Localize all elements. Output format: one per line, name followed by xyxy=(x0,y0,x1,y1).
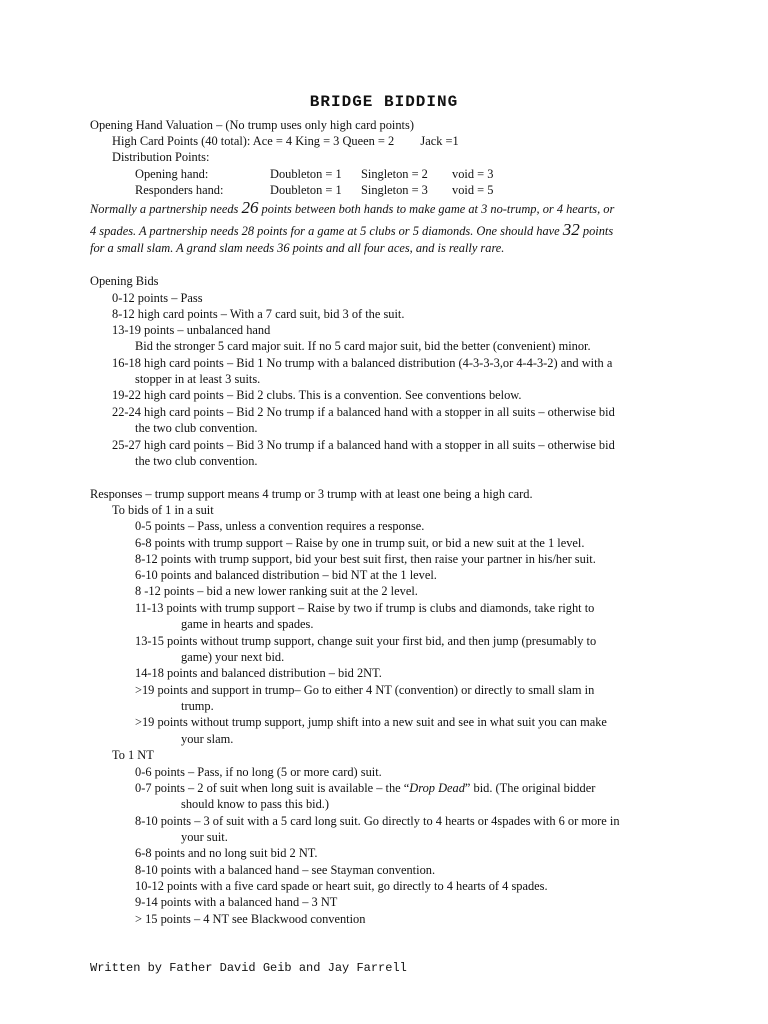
suit-response-line: 8-12 points with trump support, bid your best suit first, then raise your partner in his/her suit. xyxy=(135,552,596,566)
opening-hand-label: Opening hand: xyxy=(135,167,209,181)
note-text: 4 spades. A partnership needs 28 points for a game at 5 clubs or 5 diamonds. One should have xyxy=(90,224,563,238)
opening-bids-heading: Opening Bids xyxy=(90,274,159,288)
opening-singleton: Singleton = 2 xyxy=(361,167,428,181)
nt-response-line: > 15 points – 4 NT see Blackwood convention xyxy=(135,912,366,926)
opening-bid-line: 8-12 high card points – With a 7 card suit, bid 3 of the suit. xyxy=(112,307,405,321)
note-number-32: 32 xyxy=(562,220,580,239)
nt-response-line: 6-8 points and no long suit bid 2 NT. xyxy=(135,846,318,860)
suit-response-line: 13-15 points without trump support, change suit your first bid, and then jump (presumably to xyxy=(135,634,597,648)
suit-response-line: game) your next bid. xyxy=(181,650,285,664)
note-line-2 xyxy=(90,222,613,239)
opening-bid-line: 16-18 high card points – Bid 1 No trump with a balanced distribution (4-3-3-3,or 4-4-3-2) and with a xyxy=(112,356,613,370)
suit-response-line: >19 points without trump support, jump shift into a new suit and see in what suit you can make xyxy=(135,715,607,729)
nt-text: ” bid. (The original bidder xyxy=(464,781,596,795)
opening-bid-line: 22-24 high card points – Bid 2 No trump if a balanced hand with a stopper in all suits – otherwise bid xyxy=(112,405,615,419)
nt-response-line: your suit. xyxy=(181,830,228,844)
note-text: points between both hands to make game at 3 no-trump, or 4 hearts, or xyxy=(258,202,615,216)
responders-singleton: Singleton = 3 xyxy=(361,183,428,197)
responders-void: void = 5 xyxy=(452,183,494,197)
suit-response-line: trump. xyxy=(181,699,214,713)
responses-heading: Responses – trump support means 4 trump or 3 trump with at least one being a high card. xyxy=(90,487,533,501)
distribution-label: Distribution Points: xyxy=(112,150,210,164)
valuation-heading: Opening Hand Valuation – (No trump uses only high card points) xyxy=(90,118,414,132)
footer-credit: Written by Father David Geib and Jay Farrell xyxy=(90,961,407,975)
suit-bids-heading: To bids of 1 in a suit xyxy=(112,503,214,517)
drop-dead-term: Drop Dead xyxy=(409,781,465,795)
nt-response-line: 0-6 points – Pass, if no long (5 or more card) suit. xyxy=(135,765,382,779)
note-text: Normally a partnership needs xyxy=(90,202,242,216)
opening-bid-line: 13-19 points – unbalanced hand xyxy=(112,323,271,337)
one-nt-heading: To 1 NT xyxy=(112,748,154,762)
nt-text: 0-7 points – 2 of suit when long suit is available – the “ xyxy=(135,781,410,795)
nt-response-line: 10-12 points with a five card spade or heart suit, go directly to 4 hearts of 4 spades. xyxy=(135,879,548,893)
opening-bid-line: Bid the stronger 5 card major suit. If no 5 card major suit, bid the better (convenient) minor. xyxy=(135,339,591,353)
responders-hand-label: Responders hand: xyxy=(135,183,224,197)
note-number-26: 26 xyxy=(241,198,259,217)
responders-doubleton: Doubleton = 1 xyxy=(270,183,342,197)
suit-response-line: 14-18 points and balanced distribution – bid 2NT. xyxy=(135,666,382,680)
note-line-1 xyxy=(90,200,614,217)
opening-bid-line: 25-27 high card points – Bid 3 No trump if a balanced hand with a stopper in all suits – otherwise bid xyxy=(112,438,615,452)
nt-response-line: 8-10 points – 3 of suit with a 5 card long suit. Go directly to 4 hearts or 4spades with 6 or more in xyxy=(135,814,620,828)
opening-bid-line: 19-22 high card points – Bid 2 clubs. This is a convention. See conventions below. xyxy=(112,388,522,402)
suit-response-line: 0-5 points – Pass, unless a convention requires a response. xyxy=(135,519,425,533)
opening-bid-line: the two club convention. xyxy=(135,421,258,435)
suit-response-line: 6-8 points with trump support – Raise by one in trump suit, or bid a new suit at the 1 level. xyxy=(135,536,585,550)
hcp-values: Ace = 4 King = 3 Queen = 2 xyxy=(252,134,395,148)
nt-response-line: 9-14 points with a balanced hand – 3 NT xyxy=(135,895,338,909)
nt-response-line: 8-10 points with a balanced hand – see Stayman convention. xyxy=(135,863,436,877)
suit-response-line: 8 -12 points – bid a new lower ranking suit at the 2 level. xyxy=(135,584,418,598)
hcp-label: High Card Points (40 total): xyxy=(112,134,251,148)
hcp-jack: Jack =1 xyxy=(420,134,459,148)
suit-response-line: game in hearts and spades. xyxy=(181,617,314,631)
opening-doubleton: Doubleton = 1 xyxy=(270,167,342,181)
opening-bid-line: 0-12 points – Pass xyxy=(112,291,203,305)
suit-response-line: >19 points and support in trump– Go to either 4 NT (convention) or directly to small slam in xyxy=(135,683,595,697)
note-text: points xyxy=(579,224,614,238)
hcp-line xyxy=(112,133,459,149)
opening-bid-line: stopper in at least 3 suits. xyxy=(135,372,261,386)
page-title: BRIDGE BIDDING xyxy=(309,93,459,111)
nt-response-line: should know to pass this bid.) xyxy=(181,797,330,811)
suit-response-line: 11-13 points with trump support – Raise by two if trump is clubs and diamonds, take right to xyxy=(135,601,595,615)
suit-response-line: 6-10 points and balanced distribution – bid NT at the 1 level. xyxy=(135,568,437,582)
note-line-3: for a small slam. A grand slam needs 36 points and all four aces, and is really rare. xyxy=(90,241,505,255)
opening-void: void = 3 xyxy=(452,167,494,181)
nt-response-line xyxy=(135,780,595,796)
opening-bid-line: the two club convention. xyxy=(135,454,258,468)
suit-response-line: your slam. xyxy=(181,732,234,746)
